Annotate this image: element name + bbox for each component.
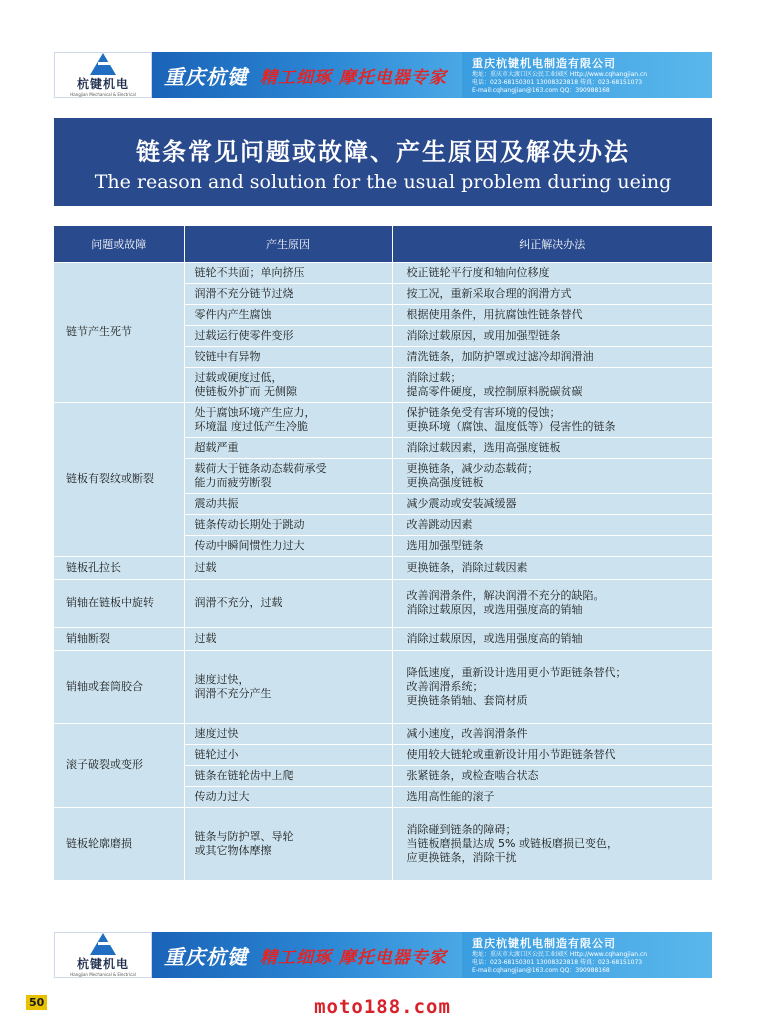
cause-cell: 过载	[184, 627, 392, 650]
site-watermark: moto188.com	[314, 996, 451, 1018]
table-row	[54, 262, 712, 283]
problem-cell: 链板孔拉长	[54, 556, 184, 579]
brand-slogan: 精工细琢 摩托电器专家	[260, 947, 447, 968]
cause-cell: 过载	[184, 556, 392, 579]
cause-cell: 链条与防护罩、导轮 或其它物体摩擦	[184, 807, 392, 880]
table-row	[54, 723, 712, 744]
solution-cell: 更换链条，消除过载因素	[392, 556, 712, 579]
cause-cell: 传动中瞬间惯性力过大	[184, 535, 392, 556]
table-row	[54, 650, 712, 723]
solution-cell: 消除过载； 提高零件硬度，或控制原料脱碳贫碳	[392, 367, 712, 402]
footer-banner	[54, 932, 712, 978]
solution-cell: 根据使用条件，用抗腐蚀性链条替代	[392, 304, 712, 325]
company-phone: 电话：023-68150301 13008323818 传真：023-68151073	[472, 79, 643, 86]
solution-cell: 按工况，重新采取合理的润滑方式	[392, 283, 712, 304]
solution-cell: 消除过载因素，选用高强度链板	[392, 437, 712, 458]
solution-cell: 选用高性能的滚子	[392, 786, 712, 807]
company-email: E-mail:cqhangjian@163.com QQ：390988168	[472, 87, 610, 94]
brand-name: 重庆杭键	[164, 64, 248, 89]
solution-cell: 减小速度，改善润滑条件	[392, 723, 712, 744]
company-email: E-mail:cqhangjian@163.com QQ：390988168	[472, 967, 610, 974]
cause-cell: 链条在链轮齿中上爬	[184, 765, 392, 786]
cause-cell: 速度过快	[184, 723, 392, 744]
contact-block	[462, 932, 712, 978]
cause-cell: 铰链中有异物	[184, 346, 392, 367]
solution-cell: 消除碰到链条的障碍； 当链板磨损量达成 5% 或链板磨损已变色， 应更换链条，消除干扰	[392, 807, 712, 880]
brand-slogan: 精工细琢 摩托电器专家	[260, 67, 447, 88]
cause-cell: 处于腐蚀环境产生应力， 环境温 度过低产生冷脆	[184, 402, 392, 437]
logo-icon	[88, 53, 118, 74]
cause-cell: 链轮不共面；单向挤压	[184, 262, 392, 283]
brand-strip	[152, 52, 462, 98]
table-row	[54, 807, 712, 880]
company-logo	[54, 932, 152, 978]
table-row	[54, 579, 712, 627]
table-row	[54, 556, 712, 579]
table-header-row	[54, 226, 712, 262]
company-logo	[54, 52, 152, 98]
cause-cell: 速度过快， 润滑不充分产生	[184, 650, 392, 723]
solution-cell: 改善润滑条件，解决润滑不充分的缺陷。 消除过载原因，或选用强度高的销轴	[392, 579, 712, 627]
problem-cell: 滚子破裂或变形	[54, 723, 184, 807]
table-row	[54, 402, 712, 437]
cause-cell: 载荷大于链条动态载荷承受 能力而疲劳断裂	[184, 458, 392, 493]
cause-cell: 震动共振	[184, 493, 392, 514]
troubleshooting-table	[54, 226, 712, 880]
problem-cell: 链板有裂纹或断裂	[54, 402, 184, 556]
cause-cell: 超载严重	[184, 437, 392, 458]
company-name: 重庆杭键机电制造有限公司	[472, 937, 616, 950]
solution-cell: 降低速度，重新设计选用更小节距链条替代； 改善润滑系统； 更换链条销轴、套筒材质	[392, 650, 712, 723]
page-title-block	[54, 118, 712, 206]
solution-cell: 保护链条免受有害环境的侵蚀； 更换环境（腐蚀、温度低等）侵害性的链条	[392, 402, 712, 437]
header-cause: 产生原因	[184, 226, 392, 262]
cause-cell: 传动力过大	[184, 786, 392, 807]
header-banner	[54, 52, 712, 98]
page-subtitle: The reason and solution for the usual problem during ueing	[94, 171, 672, 193]
table-row	[54, 627, 712, 650]
solution-cell: 选用加强型链条	[392, 535, 712, 556]
solution-cell: 减少震动或安装减缓器	[392, 493, 712, 514]
solution-cell: 张紧链条，或检查啮合状态	[392, 765, 712, 786]
brand-strip	[152, 932, 462, 978]
logo-text: 杭键机电	[76, 957, 129, 971]
cause-cell: 过载或硬度过低， 使链板外扩而 无侧隙	[184, 367, 392, 402]
table-body	[54, 262, 712, 880]
solution-cell: 使用较大链轮或重新设计用小节距链条替代	[392, 744, 712, 765]
solution-cell: 消除过载原因，或用加强型链条	[392, 325, 712, 346]
solution-cell: 清洗链条，加防护罩或过滤冷却润滑油	[392, 346, 712, 367]
problem-cell: 链板轮廓磨损	[54, 807, 184, 880]
problem-cell: 销轴断裂	[54, 627, 184, 650]
header-solution: 纠正解决办法	[392, 226, 712, 262]
solution-cell: 校正链轮平行度和轴向位移度	[392, 262, 712, 283]
contact-block	[462, 52, 712, 98]
company-address: 地址：重庆市大渡口区公民工业园区 Http://www.cqhangjian.cn	[472, 71, 648, 78]
cause-cell: 润滑不充分链节过烧	[184, 283, 392, 304]
cause-cell: 链条传动长期处于跳动	[184, 514, 392, 535]
solution-cell: 消除过载原因，或选用强度高的销轴	[392, 627, 712, 650]
solution-cell: 改善跳动因素	[392, 514, 712, 535]
company-address: 地址：重庆市大渡口区公民工业园区 Http://www.cqhangjian.cn	[472, 951, 648, 958]
header-problem: 问题或故障	[54, 226, 184, 262]
logo-text: 杭键机电	[76, 77, 129, 91]
problem-cell: 链节产生死节	[54, 262, 184, 402]
cause-cell: 过载运行使零件变形	[184, 325, 392, 346]
brand-name: 重庆杭键	[164, 944, 248, 969]
logo-subtext: Hangjian Mechanical & Electrical	[70, 92, 136, 97]
company-name: 重庆杭键机电制造有限公司	[472, 57, 616, 70]
cause-cell: 零件内产生腐蚀	[184, 304, 392, 325]
cause-cell: 链轮过小	[184, 744, 392, 765]
company-phone: 电话：023-68150301 13008323818 传真：023-68151073	[472, 959, 643, 966]
solution-cell: 更换链条，减少动态载荷； 更换高强度链板	[392, 458, 712, 493]
logo-icon	[88, 933, 118, 954]
logo-subtext: Hangjian Mechanical & Electrical	[70, 972, 136, 977]
cause-cell: 润滑不充分，过载	[184, 579, 392, 627]
page-title: 链条常见问题或故障、产生原因及解决办法	[136, 137, 630, 166]
problem-cell: 销轴或套筒胶合	[54, 650, 184, 723]
page-number: 50	[26, 995, 47, 1010]
problem-cell: 销轴在链板中旋转	[54, 579, 184, 627]
